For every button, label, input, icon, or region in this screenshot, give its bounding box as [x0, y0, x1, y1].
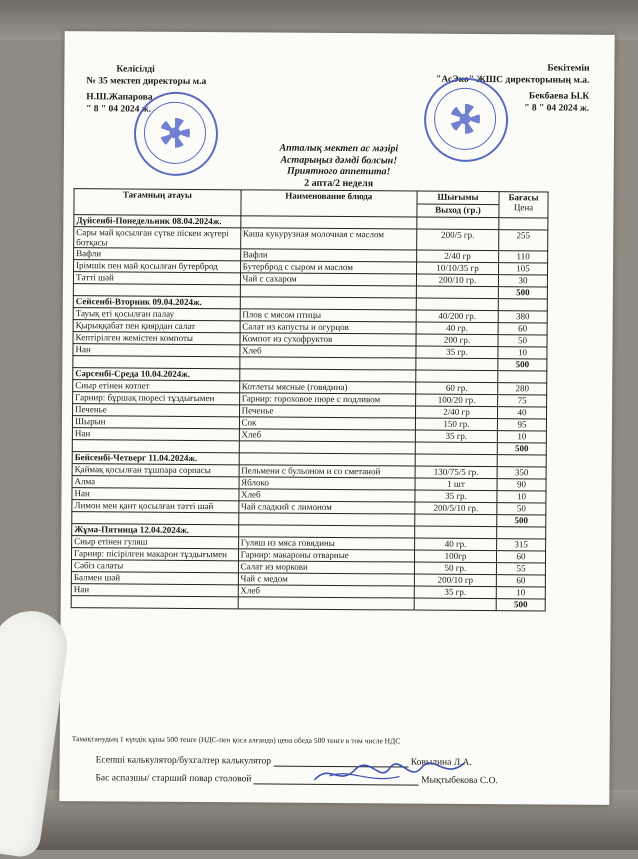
approval-right-title: Бекітемін	[547, 63, 590, 74]
dish-name-ru: Чай с медом	[238, 573, 414, 586]
approval-left-position: № 35 мектеп директоры м.а	[86, 76, 207, 88]
dish-yield: 2/40 гр	[415, 406, 497, 419]
dish-name-kz: Гарнир: бұршақ пюресі тұздығымен	[73, 392, 240, 405]
menu-body	[71, 215, 548, 611]
dish-yield: 35 гр.	[414, 586, 496, 599]
dish-name-kz: Балмен шәй	[71, 572, 238, 585]
dish-name-kz: Нан	[72, 488, 239, 501]
dish-yield: 200/5/10 гр.	[415, 502, 497, 515]
dish-yield: 10/10/35 гр	[416, 262, 498, 275]
col-header-yield-kz: Шығымы	[417, 191, 499, 205]
dish-price: 95	[497, 419, 546, 431]
dish-yield: 100гр	[414, 550, 496, 563]
empty-cell	[415, 514, 497, 527]
empty-cell	[71, 596, 238, 609]
col-header-ru: Наименование блюда	[241, 190, 417, 217]
dish-yield: 130/75/5 гр.	[415, 466, 497, 479]
dish-yield: 35 гр.	[416, 346, 498, 359]
day-total: 500	[498, 287, 547, 299]
menu-title-wish-kz: Астарыңыз дәмді болсын!	[280, 154, 398, 166]
dish-yield: 40 гр.	[416, 322, 498, 335]
empty-cell	[416, 358, 498, 371]
dish-price: 50	[498, 335, 547, 347]
empty-cell	[416, 370, 498, 383]
dish-price: 30	[498, 275, 547, 287]
empty-cell	[238, 597, 414, 610]
dish-price: 75	[498, 395, 547, 407]
dish-price: 10	[496, 587, 545, 599]
dish-yield: 200 гр.	[416, 334, 498, 347]
dish-name-kz: Нан	[72, 428, 239, 441]
dish-price: 40	[498, 407, 547, 419]
dish-name-ru: Компот из сухофруктов	[240, 333, 416, 346]
dish-yield: 200/5 гр.	[417, 229, 499, 251]
dish-price: 10	[497, 431, 546, 443]
approval-left-name: Н.Ш.Жапарова	[86, 92, 153, 103]
dish-name-ru: Салат из моркови	[238, 561, 414, 574]
dish-name-kz: Кептірілген жемістен компоты	[73, 332, 240, 345]
dish-name-ru: Сок	[239, 417, 415, 430]
empty-cell	[417, 217, 499, 230]
accountant-name: Ковылина Л.А.	[410, 757, 472, 768]
col-header-yield-ru: Выход (гр.)	[417, 204, 499, 218]
dish-price: 280	[498, 383, 547, 395]
menu-title-wish-ru: Приятного аппетита!	[286, 165, 391, 178]
dish-yield: 150 гр.	[415, 418, 497, 431]
dish-yield: 35 гр.	[415, 490, 497, 503]
dish-price: 90	[497, 479, 546, 491]
dish-name-kz: Сары май қосылған сүтке піскен жүгері ботқасы	[74, 227, 241, 249]
col-header-price-ru: Цена	[513, 202, 534, 213]
empty-cell	[414, 598, 496, 611]
dish-name-kz: Сиыр етінен котлет	[73, 380, 240, 393]
dish-price: 380	[498, 311, 547, 323]
total-row	[71, 596, 545, 611]
table-header-row	[74, 189, 548, 205]
day-total: 500	[497, 515, 546, 527]
dish-price: 10	[497, 491, 546, 503]
dish-name-ru: Печенье	[239, 405, 415, 418]
dish-name-ru: Хлеб	[240, 345, 416, 358]
empty-cell	[73, 356, 240, 369]
dish-name-ru: Гарнир: макароны отварные	[238, 549, 414, 562]
empty-cell	[416, 298, 498, 311]
dish-price: 110	[499, 251, 548, 263]
dish-price: 255	[499, 230, 548, 251]
dish-name-ru: Пельмени с бульоном и со сметаной	[239, 465, 415, 478]
empty-cell	[415, 526, 497, 539]
dish-name-ru: Яблоко	[239, 477, 415, 490]
day-title: Сәрсенбі-Среда 10.04.2024ж.	[73, 368, 240, 381]
dish-yield: 1 шт	[415, 478, 497, 491]
day-total: 500	[496, 599, 545, 611]
dish-name-kz: Нан	[71, 584, 238, 597]
col-header-kz: Тағамның атауы	[74, 189, 241, 216]
cook-name: Мықтыбекова С.О.	[421, 775, 498, 787]
dish-name-kz: Шырын	[72, 416, 239, 429]
dish-name-kz: Сиыр етінен гуляш	[72, 536, 239, 549]
dish-name-ru: Каша кукурузная молочная с маслом	[240, 228, 416, 250]
empty-cell	[416, 286, 498, 299]
col-header-price	[499, 192, 548, 218]
dish-price: 105	[499, 263, 548, 275]
dish-name-kz: Тәтті шәй	[73, 272, 240, 285]
day-title: Сейсенбі-Вторник 09.04.2024ж.	[73, 296, 240, 309]
empty-cell	[498, 371, 547, 383]
accountant-role: Есепші калькулятор/бухгалтер калькулятор	[95, 755, 272, 767]
dish-name-kz: Лимон мен қант қосылған тәтті шәй	[72, 500, 239, 513]
dish-name-ru: Хлеб	[238, 585, 414, 598]
empty-cell	[498, 299, 547, 311]
empty-cell	[415, 454, 497, 467]
dish-yield: 40 гр.	[414, 538, 496, 551]
dish-name-kz: Ірімшік пен май қосылған бутерброд	[74, 260, 241, 273]
dish-name-ru: Плов с мясом птицы	[240, 309, 416, 322]
approval-left-title: Келісілді	[116, 64, 155, 75]
dish-name-ru: Салат из капусты и огурцов	[240, 321, 416, 334]
approval-left-date: " 8 " 04 2024 ж.	[86, 104, 152, 115]
dish-name-kz: Вафли	[74, 248, 241, 261]
dish-yield: 60 гр.	[416, 382, 498, 395]
dish-yield: 40/200 гр.	[416, 310, 498, 323]
dish-name-ru: Гарнир: гороховое пюре с подливом	[239, 393, 415, 406]
dish-price: 60	[498, 323, 547, 335]
dish-name-ru: Вафли	[240, 249, 416, 262]
day-title: Жұма-Пятница 12.04.2024ж.	[72, 524, 239, 537]
empty-cell	[497, 455, 546, 467]
menu-title-kz: Апталық мектеп ас мәзірі	[279, 142, 399, 155]
dish-name-ru: Бутерброд с сыром и маслом	[240, 261, 416, 274]
menu-table	[71, 188, 549, 611]
col-header-price-kz: Бағасы	[508, 192, 539, 203]
empty-cell	[497, 527, 546, 539]
dish-yield: 200/10 гр	[414, 574, 496, 587]
approval-right-position: "АсЭко" ЖШС директорының м.а.	[436, 74, 590, 86]
dish-yield: 35 гр.	[415, 430, 497, 443]
handwritten-signature-icon	[309, 758, 469, 789]
dish-name-kz: Гарнир: пісірілген макарон тұздығымен	[72, 548, 239, 561]
dish-name-kz: Тауық еті қосылған палау	[73, 308, 240, 321]
dish-name-ru: Гуляш из мяса говядины	[238, 537, 414, 550]
dish-yield: 2/40 гр	[416, 250, 498, 263]
dish-name-kz: Сәбіз салаты	[71, 560, 238, 573]
dish-price: 350	[497, 467, 546, 479]
menu-title	[64, 141, 614, 191]
dish-yield: 100/20 гр.	[415, 394, 497, 407]
dish-price: 315	[497, 539, 546, 551]
footnote: Тамақтанудың 1 күндік құны 500 тенге (НДС-пен қоса алғанда) цена обеда 500 тенге в том числе НДС	[71, 734, 401, 746]
dish-name-ru: Хлеб	[239, 429, 415, 442]
empty-cell	[415, 442, 497, 455]
dish-name-kz: Қырыққабат пен қиярдан салат	[73, 320, 240, 333]
approval-right-date: " 8 " 04 2024 ж.	[524, 103, 590, 114]
dish-price: 50	[497, 503, 546, 515]
dish-price: 60	[497, 551, 546, 563]
cook-role: Бас аспазшы/ старший повар столовой	[95, 773, 252, 785]
day-title: Бейсенбі-Четверг 11.04.2024ж.	[72, 452, 239, 465]
dish-name-kz: Қаймақ қосылған тұшпара сорпасы	[72, 464, 239, 477]
dish-name-kz: Нан	[73, 344, 240, 357]
menu-document	[59, 31, 614, 805]
approval-right-name: Бекбаева Ы.К	[528, 91, 590, 102]
dish-price: 55	[496, 563, 545, 575]
day-total: 500	[498, 359, 547, 371]
dish-name-ru: Чай сладкий с лимоном	[238, 501, 414, 514]
dish-name-ru: Чай с сахаром	[240, 273, 416, 286]
dish-yield: 200/10 гр.	[416, 274, 498, 287]
dish-name-ru: Хлеб	[239, 489, 415, 502]
dish-name-kz: Печенье	[73, 404, 240, 417]
dish-name-kz: Алма	[72, 476, 239, 489]
dish-price: 10	[498, 347, 547, 359]
empty-cell	[499, 218, 548, 230]
menu-week: 2 апта/2 неделя	[304, 177, 374, 189]
dish-name-ru: Котлеты мясные (говядина)	[239, 381, 415, 394]
dish-yield: 50 гр.	[414, 562, 496, 575]
day-title: Дүйсенбі-Понедельник 08.04.2024ж.	[74, 215, 241, 228]
day-total: 500	[497, 443, 546, 455]
dish-price: 60	[496, 575, 545, 587]
